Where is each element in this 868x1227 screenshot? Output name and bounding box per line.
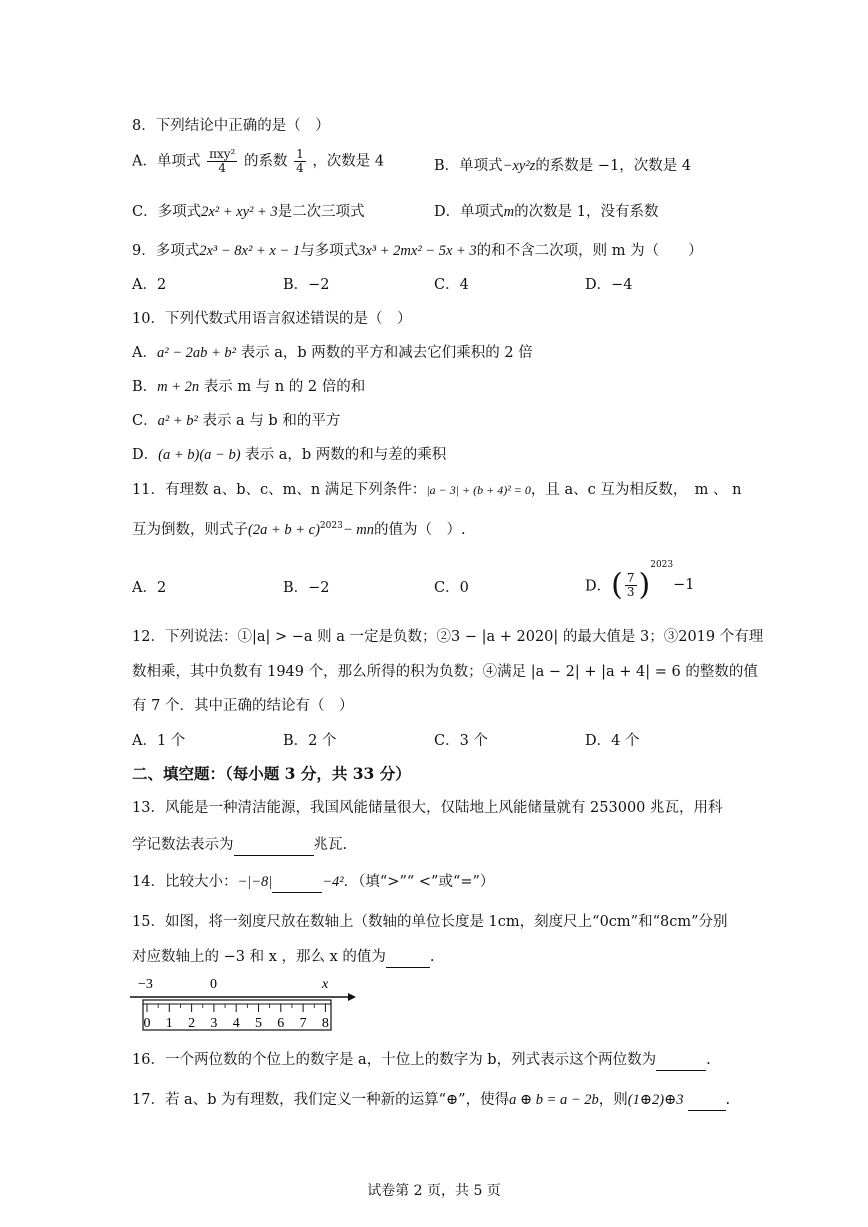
q10-option-b: B．m + 2n 表示 m 与 n 的 2 倍的和 — [132, 379, 366, 395]
axis-label-x: x — [322, 977, 329, 992]
q10-c-expr: a² + b² — [157, 413, 198, 429]
q8-c-expr: 2x² + xy² + 3 — [201, 204, 278, 220]
q13-line2 — [132, 833, 347, 856]
q14-line — [132, 870, 494, 893]
ruler-number: 4 — [232, 1016, 240, 1031]
q11-line1-end: ，且 a、c 互为相反数， m 、 n — [530, 482, 742, 498]
q8-stem: 8．下列结论中正确的是（ ） — [132, 118, 330, 134]
q11-exponent: 2023 — [319, 521, 343, 531]
q11-expr: (2a + b + c) — [248, 522, 320, 538]
q9-poly1: 2x³ − 8x² + x − 1 — [199, 243, 301, 259]
q9-option-c: C．4 — [434, 277, 469, 293]
q8-option-c — [132, 200, 365, 221]
q8-b-label: B．单项式 — [434, 158, 503, 174]
q8-a-label: A．单项式 — [132, 153, 201, 170]
q15-line2-pre: 对应数轴上的 −3 和 x ，那么 x 的值为 — [132, 949, 386, 965]
q8-option-b — [434, 154, 691, 175]
q15-answer-blank[interactable] — [386, 951, 430, 968]
q11-option-d — [585, 560, 695, 603]
q12-option-b: B．2 个 — [283, 733, 337, 749]
q13-line2-end: 兆瓦. — [313, 837, 348, 853]
ruler-number: 8 — [321, 1016, 329, 1031]
q17-mid: ，则 — [598, 1092, 628, 1108]
ruler-numbers — [144, 1016, 329, 1031]
q11-expr-end: − mn — [342, 522, 374, 538]
q11-condition: |a − 3| + (b + 4)² = 0 — [426, 483, 531, 497]
q17-definition: a ⊕ b = a − 2b — [509, 1092, 599, 1108]
q10-d-expr: (a + b)(a − b) — [158, 447, 241, 463]
q13-answer-blank[interactable] — [234, 839, 314, 856]
q9-option-a: A．2 — [132, 277, 167, 293]
q11-d-den: 3 — [626, 584, 635, 599]
ruler-number: 7 — [299, 1016, 307, 1031]
ruler-number: 6 — [277, 1016, 285, 1031]
q10-b-expr: m + 2n — [157, 379, 200, 395]
q16-answer-blank[interactable] — [656, 1054, 706, 1071]
q10-c-text: 表示 a 与 b 和的平方 — [202, 413, 341, 429]
q8-a-frac-den: 4 — [218, 161, 227, 175]
q14-left-expr: −|−8| — [237, 874, 273, 890]
q8-option-d — [434, 200, 658, 221]
q9-poly2: 3x³ + 2mx² − 5x + 3 — [358, 243, 477, 259]
q9-stem-end: 的和不含二次项，则 m 为（ ） — [476, 243, 703, 259]
q8-b-end: 的系数是 −1，次数是 4 — [535, 158, 692, 174]
q16-end: . — [706, 1052, 711, 1068]
q12-option-d: D．4 个 — [585, 733, 640, 749]
q8-option-a — [132, 148, 384, 175]
q9-option-b: B．−2 — [283, 277, 330, 293]
q11-option-b: B．−2 — [283, 580, 330, 596]
q11-d-end: −1 — [673, 577, 695, 593]
q17-expression: (1⊕2)⊕3 — [627, 1092, 684, 1108]
ruler-number: 5 — [255, 1016, 262, 1031]
q9-stem-pre: 9．多项式 — [132, 243, 200, 259]
q8-b-expr: −xy²z — [502, 158, 536, 174]
q11-line2-end: 的值为（ ）. — [373, 522, 466, 538]
number-line-arrow — [348, 993, 356, 1001]
q8-c-end: 是二次三项式 — [277, 204, 365, 220]
q8-a-mid: 的系数 — [243, 153, 288, 170]
q10-option-c: C．a² + b² 表示 a 与 b 和的平方 — [132, 413, 341, 429]
ruler-number: 1 — [165, 1016, 173, 1031]
q8-d-expr: m — [503, 204, 515, 220]
q10-d-text: 表示 a，b 两数的和与差的乘积 — [245, 447, 447, 463]
q11-line2 — [132, 518, 466, 539]
ruler-ticks — [147, 1004, 325, 1012]
ruler-number: 2 — [188, 1016, 196, 1031]
q14-pre: 14．比较大小： — [132, 874, 238, 890]
q12-line2: 数相乘，其中负数有 1949 个，那么所得的积为负数；④满足 |a − 2| + |a + 4| = 6 的整数的值 — [132, 664, 758, 680]
q14-answer-blank[interactable] — [272, 876, 322, 893]
q8-a-coef-num: 1 — [296, 147, 304, 161]
q15-line2 — [132, 945, 435, 968]
q11-d-lparen: ( — [611, 567, 623, 603]
q12-line1: 12．下列说法：①|a| > −a 则 a 一定是负数；②3 − |a + 2020| 的最大值是 3；③2019 个有理 — [132, 629, 764, 645]
q11-d-exp: 2023 — [650, 560, 674, 570]
axis-label-0: 0 — [210, 977, 217, 992]
q8-a-coef-den: 4 — [296, 161, 304, 175]
q11-d-rparen: ) — [638, 567, 651, 603]
q10-a-text: 表示 a，b 两数的平方和减去它们乘积的 2 倍 — [240, 345, 533, 361]
ruler-number: 0 — [143, 1016, 151, 1031]
q11-line1-pre: 11．有理数 a、b、c、m、n 满足下列条件： — [132, 482, 427, 498]
q9-stem — [132, 239, 703, 260]
q11-line1 — [132, 478, 741, 499]
q15-ruler-figure — [126, 974, 366, 1036]
q11-option-c: C．0 — [434, 580, 469, 596]
q11-option-a: A．2 — [132, 580, 167, 596]
q8-a-fraction — [207, 148, 237, 175]
q8-a-coef — [294, 148, 306, 175]
q17-end: . — [725, 1092, 731, 1108]
q16-line — [132, 1048, 711, 1071]
q8-d-end: 的次数是 1，没有系数 — [514, 204, 659, 220]
q12-option-c: C．3 个 — [434, 733, 488, 749]
q8-d-label: D．单项式 — [434, 204, 504, 220]
q8-a-end: ，次数是 4 — [312, 153, 385, 170]
q12-line3: 有 7 个．其中正确的结论有（ ） — [132, 698, 354, 714]
q9-stem-mid: 与多项式 — [300, 243, 359, 259]
ruler-number: 3 — [210, 1016, 218, 1031]
q11-line2-pre: 互为倒数，则式子 — [132, 522, 248, 538]
q8-c-label: C．多项式 — [132, 204, 202, 220]
page-footer: 试卷第 2 页，共 5 页 — [367, 1183, 501, 1199]
q17-pre: 17．若 a、b 为有理数，我们定义一种新的运算“⊕”，使得 — [132, 1092, 510, 1108]
q15-line2-end: . — [429, 949, 435, 965]
q9-option-d: D．−4 — [585, 277, 633, 293]
q11-d-fraction — [625, 572, 637, 599]
section-title-fill-blank: 二、填空题：（每小题 3 分，共 33 分） — [132, 764, 411, 783]
q17-answer-blank[interactable] — [688, 1094, 726, 1111]
q17-line — [132, 1088, 730, 1111]
q11-d-label: D． — [585, 578, 612, 595]
q10-option-d: D．(a + b)(a − b) 表示 a，b 两数的和与差的乘积 — [132, 447, 447, 463]
q13-line1: 13．风能是一种清洁能源，我国风能储量很大，仅陆地上风能储量就有 253000 兆瓦，用科 — [132, 800, 723, 816]
q10-stem: 10．下列代数式用语言叙述错误的是（ ） — [132, 311, 412, 327]
q14-right-expr: −4² — [322, 874, 344, 890]
q16-pre: 16．一个两位数的个位上的数字是 a，十位上的数字为 b，列式表示这个两位数为 — [132, 1052, 657, 1068]
q10-a-expr: a² − 2ab + b² — [156, 345, 236, 361]
q8-a-frac-num: πxy² — [209, 147, 236, 161]
q10-b-text: 表示 m 与 n 的 2 倍的和 — [203, 379, 366, 395]
q14-end: ．（填“>”“ <”或“=”） — [343, 874, 495, 890]
axis-label-neg3: −3 — [138, 977, 153, 992]
q12-option-a: A．1 个 — [132, 733, 186, 749]
q11-d-num: 7 — [626, 570, 635, 585]
q10-option-a: A．a² − 2ab + b² 表示 a，b 两数的平方和减去它们乘积的 2 倍 — [132, 345, 533, 361]
q15-line1: 15．如图，将一刻度尺放在数轴上（数轴的单位长度是 1cm，刻度尺上“0cm”和“8cm”分别 — [132, 914, 728, 930]
q13-line2-pre: 学记数法表示为 — [132, 837, 234, 853]
